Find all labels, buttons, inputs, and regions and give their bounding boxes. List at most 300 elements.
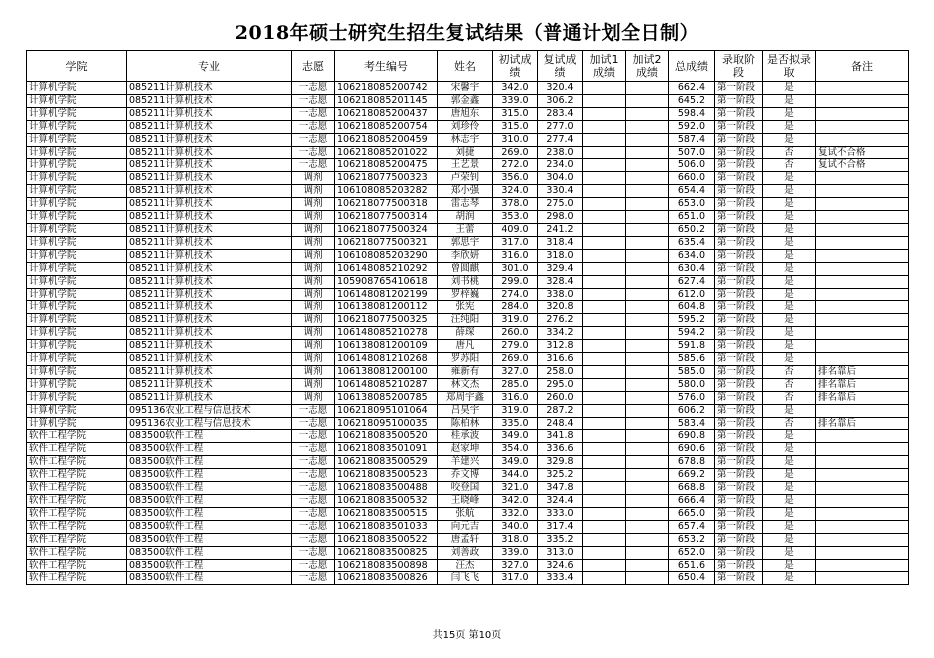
cell-extra-test-1: [583, 365, 626, 378]
cell-extra-test-1: [583, 546, 626, 559]
cell-total-score: 690.6: [669, 443, 715, 456]
cell-remarks: [816, 533, 909, 546]
cell-name: 胡润: [438, 211, 493, 224]
cell-major: 085211计算机技术: [127, 249, 292, 262]
cell-major: 085211计算机技术: [127, 146, 292, 159]
cell-admission-stage: 第一阶段: [715, 469, 763, 482]
cell-admitted: 是: [763, 94, 816, 107]
cell-initial-score: 339.0: [493, 94, 538, 107]
cell-admitted: 是: [763, 520, 816, 533]
table-row: [27, 353, 909, 366]
cell-remarks: 复试不合格: [816, 159, 909, 172]
cell-remarks: [816, 120, 909, 133]
cell-initial-score: 354.0: [493, 443, 538, 456]
cell-candidate-id: 106218083500520: [335, 430, 438, 443]
cell-extra-test-2: [626, 507, 669, 520]
cell-major: 085211计算机技术: [127, 94, 292, 107]
cell-candidate-id: 106148081210268: [335, 353, 438, 366]
cell-admission-stage: 第一阶段: [715, 185, 763, 198]
cell-name: 向元吉: [438, 520, 493, 533]
table-row: [27, 456, 909, 469]
cell-admitted: 是: [763, 495, 816, 508]
cell-initial-score: 301.0: [493, 262, 538, 275]
cell-name: 刘书桃: [438, 275, 493, 288]
cell-total-score: 576.0: [669, 391, 715, 404]
cell-extra-test-2: [626, 469, 669, 482]
cell-name: 郑小强: [438, 185, 493, 198]
cell-admitted: 是: [763, 572, 816, 585]
cell-major: 085211计算机技术: [127, 211, 292, 224]
cell-total-score: 630.4: [669, 262, 715, 275]
cell-admitted: 否: [763, 378, 816, 391]
cell-college: 软件工程学院: [27, 520, 127, 533]
cell-major: 085211计算机技术: [127, 262, 292, 275]
cell-retest-score: 234.0: [538, 159, 583, 172]
cell-name: 汪杰: [438, 559, 493, 572]
cell-remarks: [816, 94, 909, 107]
cell-total-score: 653.0: [669, 198, 715, 211]
cell-name: 张宪: [438, 301, 493, 314]
cell-college: 计算机学院: [27, 133, 127, 146]
table-row: [27, 546, 909, 559]
cell-retest-score: 306.2: [538, 94, 583, 107]
cell-extra-test-1: [583, 327, 626, 340]
cell-name: 乔文博: [438, 469, 493, 482]
cell-extra-test-2: [626, 417, 669, 430]
cell-name: 唐凡: [438, 340, 493, 353]
cell-retest-score: 333.0: [538, 507, 583, 520]
cell-admitted: 是: [763, 314, 816, 327]
cell-initial-score: 321.0: [493, 482, 538, 495]
cell-admission-stage: 第一阶段: [715, 546, 763, 559]
cell-extra-test-2: [626, 430, 669, 443]
cell-extra-test-2: [626, 378, 669, 391]
cell-retest-score: 318.4: [538, 236, 583, 249]
cell-major: 085211计算机技术: [127, 223, 292, 236]
cell-major: 085211计算机技术: [127, 198, 292, 211]
cell-admitted: 是: [763, 198, 816, 211]
cell-preference: 一志愿: [292, 533, 335, 546]
cell-total-score: 507.0: [669, 146, 715, 159]
cell-retest-score: 317.4: [538, 520, 583, 533]
cell-extra-test-1: [583, 223, 626, 236]
cell-admission-stage: 第一阶段: [715, 120, 763, 133]
cell-preference: 调剂: [292, 275, 335, 288]
cell-initial-score: 319.0: [493, 404, 538, 417]
header-total-score: 总成绩: [669, 51, 715, 82]
cell-remarks: [816, 443, 909, 456]
cell-retest-score: 329.4: [538, 262, 583, 275]
cell-college: 软件工程学院: [27, 430, 127, 443]
cell-admitted: 是: [763, 236, 816, 249]
table-row: [27, 146, 909, 159]
cell-name: 刘善政: [438, 546, 493, 559]
table-row: [27, 559, 909, 572]
cell-preference: 一志愿: [292, 456, 335, 469]
cell-retest-score: 277.4: [538, 133, 583, 146]
cell-total-score: 666.4: [669, 495, 715, 508]
cell-name: 吕昊宇: [438, 404, 493, 417]
cell-major: 085211计算机技术: [127, 301, 292, 314]
cell-remarks: [816, 404, 909, 417]
cell-admission-stage: 第一阶段: [715, 417, 763, 430]
cell-retest-score: 320.4: [538, 82, 583, 95]
cell-remarks: [816, 133, 909, 146]
cell-college: 计算机学院: [27, 172, 127, 185]
cell-major: 083500软件工程: [127, 430, 292, 443]
cell-admission-stage: 第一阶段: [715, 495, 763, 508]
table-row: [27, 365, 909, 378]
cell-total-score: 669.2: [669, 469, 715, 482]
cell-admitted: 是: [763, 133, 816, 146]
cell-extra-test-1: [583, 288, 626, 301]
cell-candidate-id: 106218083500826: [335, 572, 438, 585]
table-row: [27, 520, 909, 533]
cell-admission-stage: 第一阶段: [715, 82, 763, 95]
cell-candidate-id: 105908765410618: [335, 275, 438, 288]
cell-admission-stage: 第一阶段: [715, 249, 763, 262]
cell-extra-test-2: [626, 365, 669, 378]
cell-retest-score: 335.2: [538, 533, 583, 546]
cell-preference: 一志愿: [292, 94, 335, 107]
cell-college: 软件工程学院: [27, 456, 127, 469]
cell-major: 083500软件工程: [127, 443, 292, 456]
cell-extra-test-1: [583, 495, 626, 508]
cell-extra-test-2: [626, 404, 669, 417]
cell-admitted: 是: [763, 507, 816, 520]
cell-major: 085211计算机技术: [127, 236, 292, 249]
cell-admission-stage: 第一阶段: [715, 314, 763, 327]
cell-admitted: 否: [763, 365, 816, 378]
cell-admitted: 否: [763, 146, 816, 159]
header-major: 专业: [127, 51, 292, 82]
table-row: [27, 236, 909, 249]
cell-remarks: [816, 520, 909, 533]
cell-major: 085211计算机技术: [127, 327, 292, 340]
cell-candidate-id: 106218083500529: [335, 456, 438, 469]
cell-admission-stage: 第一阶段: [715, 391, 763, 404]
cell-initial-score: 335.0: [493, 417, 538, 430]
cell-candidate-id: 106218085200437: [335, 107, 438, 120]
cell-college: 软件工程学院: [27, 533, 127, 546]
cell-extra-test-1: [583, 236, 626, 249]
cell-remarks: [816, 495, 909, 508]
cell-name: 雍新有: [438, 365, 493, 378]
cell-preference: 一志愿: [292, 430, 335, 443]
cell-extra-test-1: [583, 443, 626, 456]
cell-admission-stage: 第一阶段: [715, 378, 763, 391]
cell-admitted: 是: [763, 340, 816, 353]
cell-initial-score: 284.0: [493, 301, 538, 314]
cell-extra-test-2: [626, 443, 669, 456]
cell-extra-test-1: [583, 314, 626, 327]
cell-extra-test-2: [626, 107, 669, 120]
cell-candidate-id: 106218083500523: [335, 469, 438, 482]
table-header-row: [27, 51, 909, 82]
cell-extra-test-1: [583, 572, 626, 585]
cell-remarks: [816, 211, 909, 224]
cell-college: 计算机学院: [27, 404, 127, 417]
cell-candidate-id: 106218077500318: [335, 198, 438, 211]
cell-name: 桂承波: [438, 430, 493, 443]
cell-major: 085211计算机技术: [127, 159, 292, 172]
cell-remarks: [816, 172, 909, 185]
cell-extra-test-2: [626, 533, 669, 546]
cell-retest-score: 248.4: [538, 417, 583, 430]
cell-initial-score: 349.0: [493, 430, 538, 443]
results-table: [26, 50, 909, 585]
header-college: 学院: [27, 51, 127, 82]
table-row: [27, 107, 909, 120]
cell-candidate-id: 106148085210278: [335, 327, 438, 340]
page-footer: 共15页 第10页: [432, 630, 502, 641]
cell-remarks: [816, 340, 909, 353]
cell-major: 083500软件工程: [127, 533, 292, 546]
cell-extra-test-1: [583, 172, 626, 185]
cell-admitted: 是: [763, 456, 816, 469]
cell-retest-score: 333.4: [538, 572, 583, 585]
cell-candidate-id: 106138081200100: [335, 365, 438, 378]
cell-major: 083500软件工程: [127, 456, 292, 469]
cell-initial-score: 340.0: [493, 520, 538, 533]
cell-candidate-id: 106218083500488: [335, 482, 438, 495]
cell-total-score: 654.4: [669, 185, 715, 198]
cell-initial-score: 356.0: [493, 172, 538, 185]
cell-candidate-id: 106108085203290: [335, 249, 438, 262]
cell-admitted: 是: [763, 172, 816, 185]
cell-initial-score: 344.0: [493, 469, 538, 482]
cell-admission-stage: 第一阶段: [715, 262, 763, 275]
cell-candidate-id: 106148081202199: [335, 288, 438, 301]
cell-total-score: 635.4: [669, 236, 715, 249]
cell-extra-test-2: [626, 546, 669, 559]
cell-admitted: 是: [763, 404, 816, 417]
cell-extra-test-2: [626, 172, 669, 185]
cell-admission-stage: 第一阶段: [715, 456, 763, 469]
cell-major: 085211计算机技术: [127, 378, 292, 391]
cell-retest-score: 298.0: [538, 211, 583, 224]
cell-admitted: 是: [763, 353, 816, 366]
cell-name: 刘捷: [438, 146, 493, 159]
cell-major: 085211计算机技术: [127, 133, 292, 146]
cell-candidate-id: 106218077500324: [335, 223, 438, 236]
cell-college: 计算机学院: [27, 107, 127, 120]
cell-candidate-id: 106218085200742: [335, 82, 438, 95]
cell-extra-test-1: [583, 417, 626, 430]
cell-candidate-id: 106218085200459: [335, 133, 438, 146]
cell-college: 软件工程学院: [27, 559, 127, 572]
cell-candidate-id: 106218077500321: [335, 236, 438, 249]
cell-admission-stage: 第一阶段: [715, 404, 763, 417]
cell-preference: 调剂: [292, 172, 335, 185]
cell-extra-test-1: [583, 133, 626, 146]
cell-major: 085211计算机技术: [127, 172, 292, 185]
cell-major: 095136农业工程与信息技术: [127, 404, 292, 417]
cell-retest-score: 241.2: [538, 223, 583, 236]
cell-college: 计算机学院: [27, 236, 127, 249]
cell-remarks: 排名靠后: [816, 365, 909, 378]
cell-initial-score: 316.0: [493, 249, 538, 262]
cell-remarks: [816, 185, 909, 198]
cell-remarks: [816, 430, 909, 443]
cell-admission-stage: 第一阶段: [715, 507, 763, 520]
cell-extra-test-1: [583, 198, 626, 211]
cell-admission-stage: 第一阶段: [715, 146, 763, 159]
cell-extra-test-1: [583, 275, 626, 288]
cell-college: 计算机学院: [27, 365, 127, 378]
cell-initial-score: 285.0: [493, 378, 538, 391]
cell-name: 刘珍伶: [438, 120, 493, 133]
cell-retest-score: 320.8: [538, 301, 583, 314]
cell-extra-test-1: [583, 559, 626, 572]
cell-admission-stage: 第一阶段: [715, 327, 763, 340]
cell-admitted: 否: [763, 159, 816, 172]
cell-initial-score: 269.0: [493, 146, 538, 159]
cell-extra-test-1: [583, 146, 626, 159]
cell-admission-stage: 第一阶段: [715, 559, 763, 572]
cell-remarks: 复试不合格: [816, 146, 909, 159]
cell-name: 林志宇: [438, 133, 493, 146]
cell-admitted: 是: [763, 185, 816, 198]
cell-preference: 调剂: [292, 378, 335, 391]
cell-preference: 一志愿: [292, 120, 335, 133]
cell-extra-test-1: [583, 107, 626, 120]
cell-total-score: 598.4: [669, 107, 715, 120]
cell-initial-score: 318.0: [493, 533, 538, 546]
cell-extra-test-1: [583, 94, 626, 107]
cell-college: 软件工程学院: [27, 443, 127, 456]
cell-admission-stage: 第一阶段: [715, 275, 763, 288]
cell-name: 李欣妍: [438, 249, 493, 262]
cell-major: 083500软件工程: [127, 482, 292, 495]
cell-name: 宋馨宇: [438, 82, 493, 95]
table-row: [27, 404, 909, 417]
cell-name: 郭金鑫: [438, 94, 493, 107]
cell-preference: 调剂: [292, 288, 335, 301]
table-row: [27, 443, 909, 456]
table-row: [27, 495, 909, 508]
cell-preference: 一志愿: [292, 417, 335, 430]
table-row: [27, 262, 909, 275]
cell-retest-score: 295.0: [538, 378, 583, 391]
cell-preference: 一志愿: [292, 507, 335, 520]
cell-extra-test-2: [626, 249, 669, 262]
cell-extra-test-2: [626, 314, 669, 327]
cell-college: 计算机学院: [27, 249, 127, 262]
cell-admitted: 是: [763, 211, 816, 224]
cell-admission-stage: 第一阶段: [715, 482, 763, 495]
cell-remarks: [816, 249, 909, 262]
cell-retest-score: 341.8: [538, 430, 583, 443]
cell-college: 计算机学院: [27, 159, 127, 172]
table-row: [27, 94, 909, 107]
cell-college: 软件工程学院: [27, 482, 127, 495]
cell-admission-stage: 第一阶段: [715, 159, 763, 172]
cell-initial-score: 317.0: [493, 572, 538, 585]
cell-remarks: [816, 288, 909, 301]
cell-college: 计算机学院: [27, 262, 127, 275]
cell-admitted: 否: [763, 391, 816, 404]
cell-remarks: [816, 327, 909, 340]
cell-admitted: 是: [763, 288, 816, 301]
cell-remarks: [816, 262, 909, 275]
cell-admitted: 是: [763, 262, 816, 275]
table-row: [27, 120, 909, 133]
cell-initial-score: 319.0: [493, 314, 538, 327]
cell-retest-score: 325.2: [538, 469, 583, 482]
cell-extra-test-2: [626, 146, 669, 159]
cell-extra-test-1: [583, 469, 626, 482]
cell-admitted: 是: [763, 559, 816, 572]
cell-remarks: [816, 275, 909, 288]
cell-college: 计算机学院: [27, 211, 127, 224]
cell-extra-test-2: [626, 262, 669, 275]
cell-name: 郭思宇: [438, 236, 493, 249]
cell-retest-score: 347.8: [538, 482, 583, 495]
cell-major: 083500软件工程: [127, 546, 292, 559]
cell-remarks: [816, 482, 909, 495]
table-row: [27, 211, 909, 224]
cell-retest-score: 312.8: [538, 340, 583, 353]
cell-initial-score: 272.0: [493, 159, 538, 172]
table-row: [27, 533, 909, 546]
cell-extra-test-1: [583, 185, 626, 198]
cell-retest-score: 283.4: [538, 107, 583, 120]
cell-preference: 调剂: [292, 262, 335, 275]
cell-admitted: 是: [763, 301, 816, 314]
cell-remarks: [816, 546, 909, 559]
cell-preference: 调剂: [292, 185, 335, 198]
cell-retest-score: 260.0: [538, 391, 583, 404]
cell-candidate-id: 106218085201022: [335, 146, 438, 159]
cell-admitted: 是: [763, 82, 816, 95]
table-row: [27, 172, 909, 185]
cell-retest-score: 276.2: [538, 314, 583, 327]
cell-initial-score: 349.0: [493, 456, 538, 469]
cell-admission-stage: 第一阶段: [715, 533, 763, 546]
cell-candidate-id: 106218083500532: [335, 495, 438, 508]
cell-total-score: 604.8: [669, 301, 715, 314]
cell-preference: 调剂: [292, 314, 335, 327]
cell-total-score: 665.0: [669, 507, 715, 520]
cell-extra-test-2: [626, 275, 669, 288]
cell-name: 咬登国: [438, 482, 493, 495]
cell-initial-score: 279.0: [493, 340, 538, 353]
cell-remarks: [816, 301, 909, 314]
cell-total-score: 627.4: [669, 275, 715, 288]
table-row: [27, 288, 909, 301]
cell-preference: 一志愿: [292, 495, 335, 508]
table-row: [27, 133, 909, 146]
cell-extra-test-1: [583, 211, 626, 224]
cell-total-score: 594.2: [669, 327, 715, 340]
cell-preference: 一志愿: [292, 546, 335, 559]
cell-admitted: 是: [763, 533, 816, 546]
cell-remarks: [816, 456, 909, 469]
cell-extra-test-2: [626, 301, 669, 314]
cell-candidate-id: 106218095100035: [335, 417, 438, 430]
page-title: 2018年硕士研究生招生复试结果（普通计划全日制）: [234, 22, 700, 44]
cell-extra-test-2: [626, 520, 669, 533]
cell-major: 083500软件工程: [127, 469, 292, 482]
cell-preference: 调剂: [292, 365, 335, 378]
table-row: [27, 572, 909, 585]
cell-retest-score: 318.0: [538, 249, 583, 262]
cell-preference: 调剂: [292, 353, 335, 366]
cell-name: 王晓峰: [438, 495, 493, 508]
cell-major: 083500软件工程: [127, 559, 292, 572]
cell-total-score: 506.0: [669, 159, 715, 172]
